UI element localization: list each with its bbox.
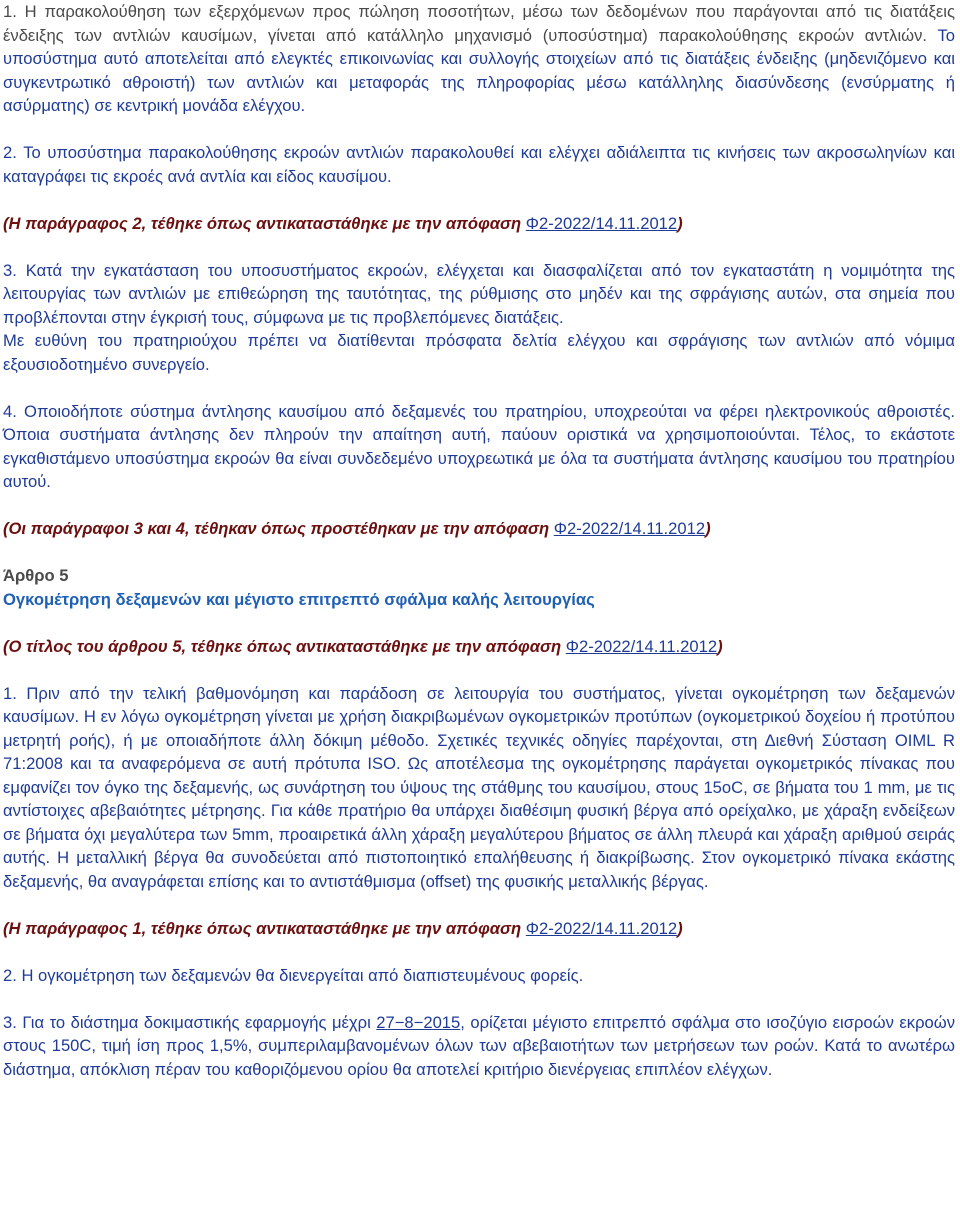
paragraph-3-continued: Με ευθύνη του πρατηριούχου πρέπει να διατίθενται πρόσφατα δελτία ελέγχου και σφράγισης των αντλιών από νόμιμα εξουσιοδοτημένο συνεργείο.: [3, 331, 955, 374]
decision-link[interactable]: Φ2-2022/14.11.2012: [525, 918, 678, 938]
amendment-note-paragraph-2: [3, 212, 955, 236]
amendment-note-text: (Η παράγραφος 2, τέθηκε όπως αντικαταστάθηκε με την απόφαση: [3, 213, 526, 233]
amendment-note-text: (Οι παράγραφοι 3 και 4, τέθηκαν όπως προστέθηκαν με την απόφαση: [3, 519, 554, 538]
paragraph-4: 4. Οποιοδήποτε σύστημα άντλησης καυσίμου από δεξαμενές του πρατηρίου, υποχρεούται να φέρει ηλεκτρονικούς αθροιστές. Όποια συστήματα άντλησης δεν πληρούν την απαίτηση αυτή, παύουν οριστικά να χρησιμοποιούνται. Τέλος, το εκάστοτε εγκαθιστάμενο υποσύστημα εκροών θα είναι συνδεδεμένο υποχρεωτικά με όλα τα συστήματα άντλησης καυσίμου του πρατηρίου αυτού.: [3, 401, 955, 491]
amendment-note-paragraphs-3-4: [3, 517, 955, 541]
article-title: Ογκομέτρηση δεξαμενών και μέγιστο επιτρεπτό σφάλμα καλής λειτουργίας: [3, 589, 595, 609]
paragraph-1-text: 1. Η παρακολούθηση των εξερχόμενων προς πώληση ποσοτήτων, μέσω των δεδομένων που παράγονται από τις διατάξεις ένδειξης των αντλιών καυσίμων, γίνεται από κατάλληλο μηχανισμό (υποσύστημα) παρακολούθησης εκροών αντλιών.: [3, 2, 955, 45]
date-link[interactable]: 27−8−2015: [376, 1012, 461, 1032]
paragraph-2: 2. Το υποσύστημα παρακολούθησης εκροών αντλιών παρακολουθεί και ελέγχει αδιάλειπτα τις κινήσεις των ακροσωληνίων και καταγράφει τις εκροές ανά αντλία και είδος καυσίμου.: [3, 143, 955, 186]
article-label: Άρθρο 5: [3, 566, 69, 585]
paragraph-1: [3, 0, 955, 118]
amendment-note-article5-paragraph-1: [3, 917, 955, 941]
amendment-note-close: ): [677, 213, 683, 233]
amendment-note-article-title: [3, 635, 955, 659]
amendment-note-close: ): [677, 918, 683, 938]
article5-paragraph-3: [3, 1011, 955, 1082]
amendment-note-close: ): [717, 636, 723, 656]
article5-paragraph-1: 1. Πριν από την τελική βαθμονόμηση και παράδοση σε λειτουργία του συστήματος, γίνεται ογκομέτρηση των δεξαμενών καυσίμων. Η εν λόγω ογκομέτρηση γίνεται με χρήση διακριβωμένων ογκομετρικών προτύπων (ογκομετρικού δοχείου ή προτύπου μετρητή ροής), ή με οποιαδήποτε άλλη δόκιμη μέθοδο. Σχετικές τεχνικές οδηγίες παρέχονται, στη Διεθνή Σύσταση OIML R 71:2008 και τα αναφερόμενα σε αυτή πρότυπα ISO. Ως αποτέλεσμα της ογκομέτρησης παράγεται ογκομετρικός πίνακας που εμφανίζει τον όγκο της δεξαμενής, ως συνάρτηση του ύψους της στάθμης του καυσίμου, στους 15oC, σε βήματα του 1 mm, με τις αντίστοιχες αβεβαιότητες μέτρησης. Για κάθε πρατήριο θα υπάρχει διαθέσιμη φυσική βέργα από ορείχαλκο, με χάραξη ενδείξεων σε βήματα όχι μεγαλύτερα των 5mm, προαιρετικά άλλη χάραξη μεγαλύτερου βήματος σε άλλη πλευρά και χάραξη αριθμού σειράς αυτής. Η μεταλλική βέργα θα συνοδεύεται από πιστοποιητικό επαλήθευσης ή διακρίβωσης. Στον ογκομετρικό πίνακα εκάστης δεξαμενής, θα αναγράφεται επίσης και το αντιστάθμισμα (offset) της φυσικής μεταλλικής βέργας.: [3, 683, 955, 891]
decision-link[interactable]: Φ2-2022/14.11.2012: [565, 636, 718, 656]
decision-link[interactable]: Φ2-2022/14.11.2012: [553, 519, 706, 538]
article5-paragraph-3-text-rest: , ορίζεται μέγιστο επιτρεπτό σφάλμα στο ισοζύγιο εισροών εκροών στους 150C, τιμή ίση προς 1,5%, συμπεριλαμβανομένων όλων των αβεβαιοτήτων των μετρήσεων των ροών. Κατά το ανωτέρω διάστημα, απόκλιση πέραν του καθοριζόμενου ορίου θα αποτελεί κριτήριο διενέργειας επιπλέον ελέγχων.: [3, 1012, 955, 1079]
amendment-note-text: (Η παράγραφος 1, τέθηκε όπως αντικαταστάθηκε με την απόφαση: [3, 918, 526, 938]
article5-paragraph-2: 2. Η ογκομέτρηση των δεξαμενών θα διενεργείται από διαπιστευμένους φορείς.: [3, 965, 584, 985]
decision-link[interactable]: Φ2-2022/14.11.2012: [525, 213, 678, 233]
amendment-note-text: (Ο τίτλος του άρθρου 5, τέθηκε όπως αντικαταστάθηκε με την απόφαση: [3, 636, 566, 656]
paragraph-3: 3. Κατά την εγκατάσταση του υποσυστήματος εκροών, ελέγχεται και διασφαλίζεται από τον εγκαταστάτη η νομιμότητα της λειτουργίας των αντλιών με επιθεώρηση της ταυτότητας, της ρύθμισης στο μηδέν και της σφράγισης αυτών, στα σημεία που προβλέπονται στην έγκρισή τους, σύμφωνα με τις προβλεπόμενες διατάξεις.: [3, 260, 955, 327]
paragraph-1-text-blue: Το υποσύστημα αυτό αποτελείται από ελεγκτές επικοινωνίας και συλλογής στοιχείων από τις διατάξεις ένδειξης (μηδενιζόμενο και συγκεντρωτικό αθροιστή) των αντλιών και μεταφοράς της πληροφορίας μέσω κατάλληλης διασύνδεσης (ενσύρματης ή ασύρματης) σε κεντρική μονάδα ελέγχου.: [3, 25, 955, 115]
article5-paragraph-3-text: 3. Για το διάστημα δοκιμαστικής εφαρμογής μέχρι: [3, 1012, 377, 1032]
amendment-note-close: ): [705, 519, 711, 538]
article-heading: [3, 564, 955, 611]
